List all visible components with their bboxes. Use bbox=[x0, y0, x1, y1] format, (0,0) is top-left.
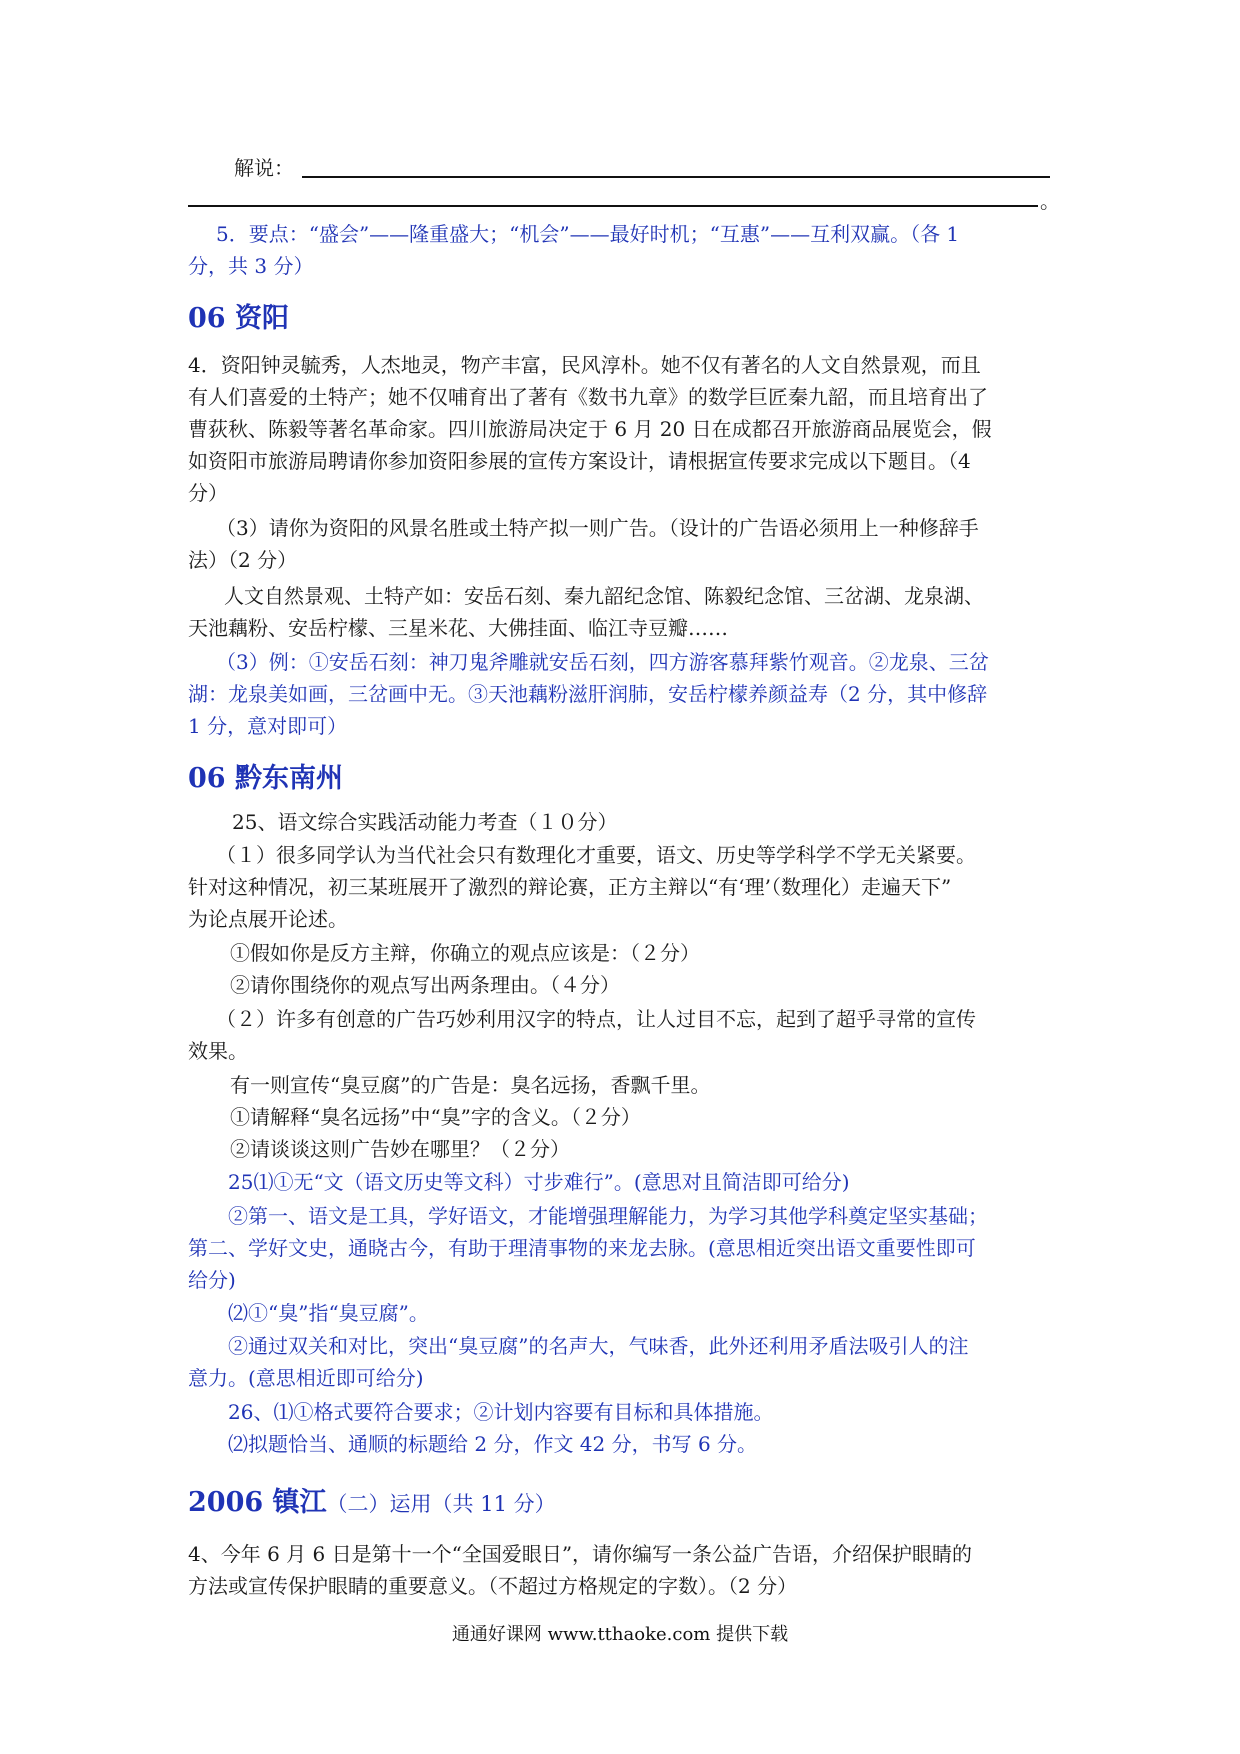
qdn-q25-2a: ①请解释“臭名远扬”中“臭”字的含义。（２分） bbox=[230, 1105, 641, 1129]
answer-blank-line-1 bbox=[302, 176, 1050, 178]
ziyang-q4-3-line: （3）请你为资阳的风景名胜或土特产拟一则广告。（设计的广告语必须用上一种修辞手 bbox=[216, 516, 979, 540]
ziyang-materials-line: 人文自然景观、土特产如：安岳石刻、秦九韶纪念馆、陈毅纪念馆、三岔湖、龙泉湖、 bbox=[224, 584, 984, 608]
section-title-qiandongnan: 06 黔东南州 bbox=[188, 763, 343, 794]
qdn-q25-1a: ①假如你是反方主辩，你确立的观点应该是：（２分） bbox=[230, 941, 700, 965]
ziyang-answer-line: 1 分，意对即可） bbox=[188, 714, 348, 738]
qdn-q25-2-line: （２）许多有创意的广告巧妙利用汉字的特点，让人过目不忘，起到了超乎寻常的宣传 bbox=[216, 1007, 976, 1031]
qdn-q25-2-line: 效果。 bbox=[188, 1039, 248, 1063]
answer-5-line-1: 5．要点：“盛会”——隆重盛大；“机会”——最好时机；“互惠”——互利双赢。（各 1 bbox=[216, 222, 960, 246]
qdn-answer-4-line: ②通过双关和对比，突出“臭豆腐”的名声大，气味香，此外还利用矛盾法吸引人的注 bbox=[228, 1334, 969, 1358]
qdn-answer-4-line: 意力。(意思相近即可给分) bbox=[188, 1366, 424, 1390]
qdn-answer-2-line: ②第一、语文是工具，学好语文，才能增强理解能力，为学习其他学科奠定坚实基础； bbox=[228, 1204, 988, 1228]
ziyang-q4-line: 4．资阳钟灵毓秀，人杰地灵，物产丰富，民风淳朴。她不仅有著名的人文自然景观，而且 bbox=[188, 353, 981, 377]
qdn-q25-1-line: 针对这种情况，初三某班展开了激烈的辩论赛，正方主辩以“有‘理’（数理化）走遍天下” bbox=[188, 875, 952, 899]
qdn-answer-2-line: 第二、学好文史，通晓古今，有助于理清事物的来龙去脉。(意思相近突出语文重要性即可 bbox=[188, 1236, 976, 1260]
zhenjiang-title-rest: （二）运用（共 11 分） bbox=[326, 1492, 556, 1516]
qdn-q25: 25、语文综合实践活动能力考查（１０分） bbox=[232, 810, 618, 834]
answer-blank-line-2 bbox=[188, 205, 1038, 207]
ziyang-q4-line: 分） bbox=[188, 481, 228, 505]
qdn-q25-2b: ②请谈谈这则广告妙在哪里？（２分） bbox=[230, 1137, 570, 1161]
qdn-answer-6: ⑵拟题恰当、通顺的标题给 2 分，作文 42 分，书写 6 分。 bbox=[228, 1432, 758, 1456]
qdn-q25-1b: ②请你围绕你的观点写出两条理由。（４分） bbox=[230, 973, 620, 997]
zhenjiang-q4-line: 方法或宣传保护眼睛的重要意义。（不超过方格规定的字数）。（2 分） bbox=[188, 1574, 798, 1598]
ziyang-q4-line: 有人们喜爱的土特产；她不仅哺育出了著有《数书九章》的数学巨匠秦九韶，而且培育出了 bbox=[188, 385, 988, 409]
blank-label: 解说： bbox=[234, 156, 294, 180]
answer-5-line-2: 分，共 3 分） bbox=[188, 254, 314, 278]
zhenjiang-q4-line: 4、今年 6 月 6 日是第十一个“全国爱眼日”，请你编写一条公益广告语，介绍保护眼睛的 bbox=[188, 1542, 973, 1566]
ziyang-answer-line: （3）例：①安岳石刻：神刀鬼斧雕就安岳石刻，四方游客慕拜紫竹观音。②龙泉、三岔 bbox=[216, 650, 989, 674]
ziyang-q4-line: 曹荻秋、陈毅等著名革命家。四川旅游局决定于 6 月 20 日在成都召开旅游商品展览会，假 bbox=[188, 417, 992, 441]
qdn-answer-1: 25⑴①无“文（语文历史等文科）寸步难行”。(意思对且简洁即可给分) bbox=[228, 1170, 850, 1194]
blank-end: 。 bbox=[1040, 189, 1060, 213]
qdn-answer-5: 26、⑴①格式要符合要求；②计划内容要有目标和具体措施。 bbox=[228, 1400, 774, 1424]
qdn-q25-1-line: （１）很多同学认为当代社会只有数理化才重要，语文、历史等学科学不学无关紧要。 bbox=[216, 843, 976, 867]
qdn-ad: 有一则宣传“臭豆腐”的广告是：臭名远扬，香飘千里。 bbox=[230, 1073, 711, 1097]
page-footer: 通通好课网 www.tthaoke.com 提供下载 bbox=[451, 1624, 789, 1645]
qdn-answer-3: ⑵①“臭”指“臭豆腐”。 bbox=[228, 1301, 429, 1325]
ziyang-materials-line: 天池藕粉、安岳柠檬、三星米花、大佛挂面、临江寺豆瓣…… bbox=[188, 616, 728, 640]
ziyang-q4-line: 如资阳市旅游局聘请你参加资阳参展的宣传方案设计，请根据宣传要求完成以下题目。（4 bbox=[188, 449, 971, 473]
zhenjiang-title-main: 2006 镇江 bbox=[188, 1487, 327, 1518]
ziyang-q4-3-line: 法）（2 分） bbox=[188, 548, 298, 572]
ziyang-answer-line: 湖：龙泉美如画，三岔画中无。③天池藕粉滋肝润肺，安岳柠檬养颜益寿（2 分，其中修辞 bbox=[188, 682, 988, 706]
section-title-zhenjiang bbox=[188, 1480, 556, 1519]
section-title-ziyang: 06 资阳 bbox=[188, 303, 289, 334]
qdn-q25-1-line: 为论点展开论述。 bbox=[188, 907, 348, 931]
qdn-answer-2-line: 给分) bbox=[188, 1268, 236, 1292]
